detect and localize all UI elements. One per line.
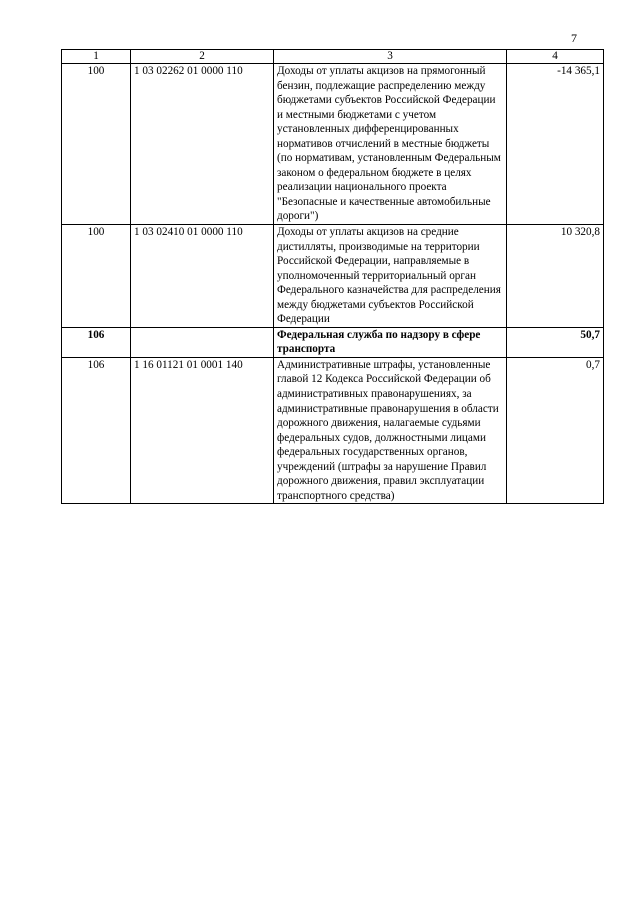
- kbk-code-cell: 1 03 02410 01 0000 110: [131, 225, 274, 328]
- amount-cell: 0,7: [507, 357, 604, 503]
- column-header-1: 1: [62, 50, 131, 64]
- page-number: 7: [571, 31, 577, 45]
- column-header-3: 3: [274, 50, 507, 64]
- amount-cell: -14 365,1: [507, 64, 604, 225]
- admin-code-cell: 106: [62, 357, 131, 503]
- table-row: [62, 64, 604, 225]
- revenue-name-cell: Федеральная служба по надзору в сфере транспорта: [274, 327, 507, 357]
- kbk-code-cell: 1 03 02262 01 0000 110: [131, 64, 274, 225]
- revenue-table: [61, 49, 604, 504]
- table-row-section-header: [62, 327, 604, 357]
- admin-code-cell: 106: [62, 327, 131, 357]
- column-header-4: 4: [507, 50, 604, 64]
- revenue-name-cell: Доходы от уплаты акцизов на прямогонный бензин, подлежащие распределению между бюджетами субъектов Российской Федерации и местными бюджетами с учетом установленных дифференцированных нормативов отчислений в местные бюджеты (по нормативам, установленным Федеральным законом о федеральном бюджете в целях реализации национального проекта "Безопасные и качественные автомобильные дороги"): [274, 64, 507, 225]
- kbk-code-cell: [131, 327, 274, 357]
- column-header-2: 2: [131, 50, 274, 64]
- revenue-name-cell: Доходы от уплаты акцизов на средние дистилляты, производимые на территории Российской Федерации, направляемые в уполномоченный территориальный орган Федерального казначейства для распределения между бюджетами субъектов Российской Федерации: [274, 225, 507, 328]
- amount-cell: 10 320,8: [507, 225, 604, 328]
- table-row: [62, 225, 604, 328]
- table-row: [62, 357, 604, 503]
- column-number-header-row: [62, 50, 604, 64]
- admin-code-cell: 100: [62, 225, 131, 328]
- revenue-name-cell: Административные штрафы, установленные главой 12 Кодекса Российской Федерации об административных правонарушениях, за административные правонарушения в области дорожного движения, налагаемые судьями федеральных судов, должностными лицами федеральных государственных органов, учреждений (штрафы за нарушение Правил дорожного движения, правил эксплуатации транспортного средства): [274, 357, 507, 503]
- admin-code-cell: 100: [62, 64, 131, 225]
- kbk-code-cell: 1 16 01121 01 0001 140: [131, 357, 274, 503]
- amount-cell: 50,7: [507, 327, 604, 357]
